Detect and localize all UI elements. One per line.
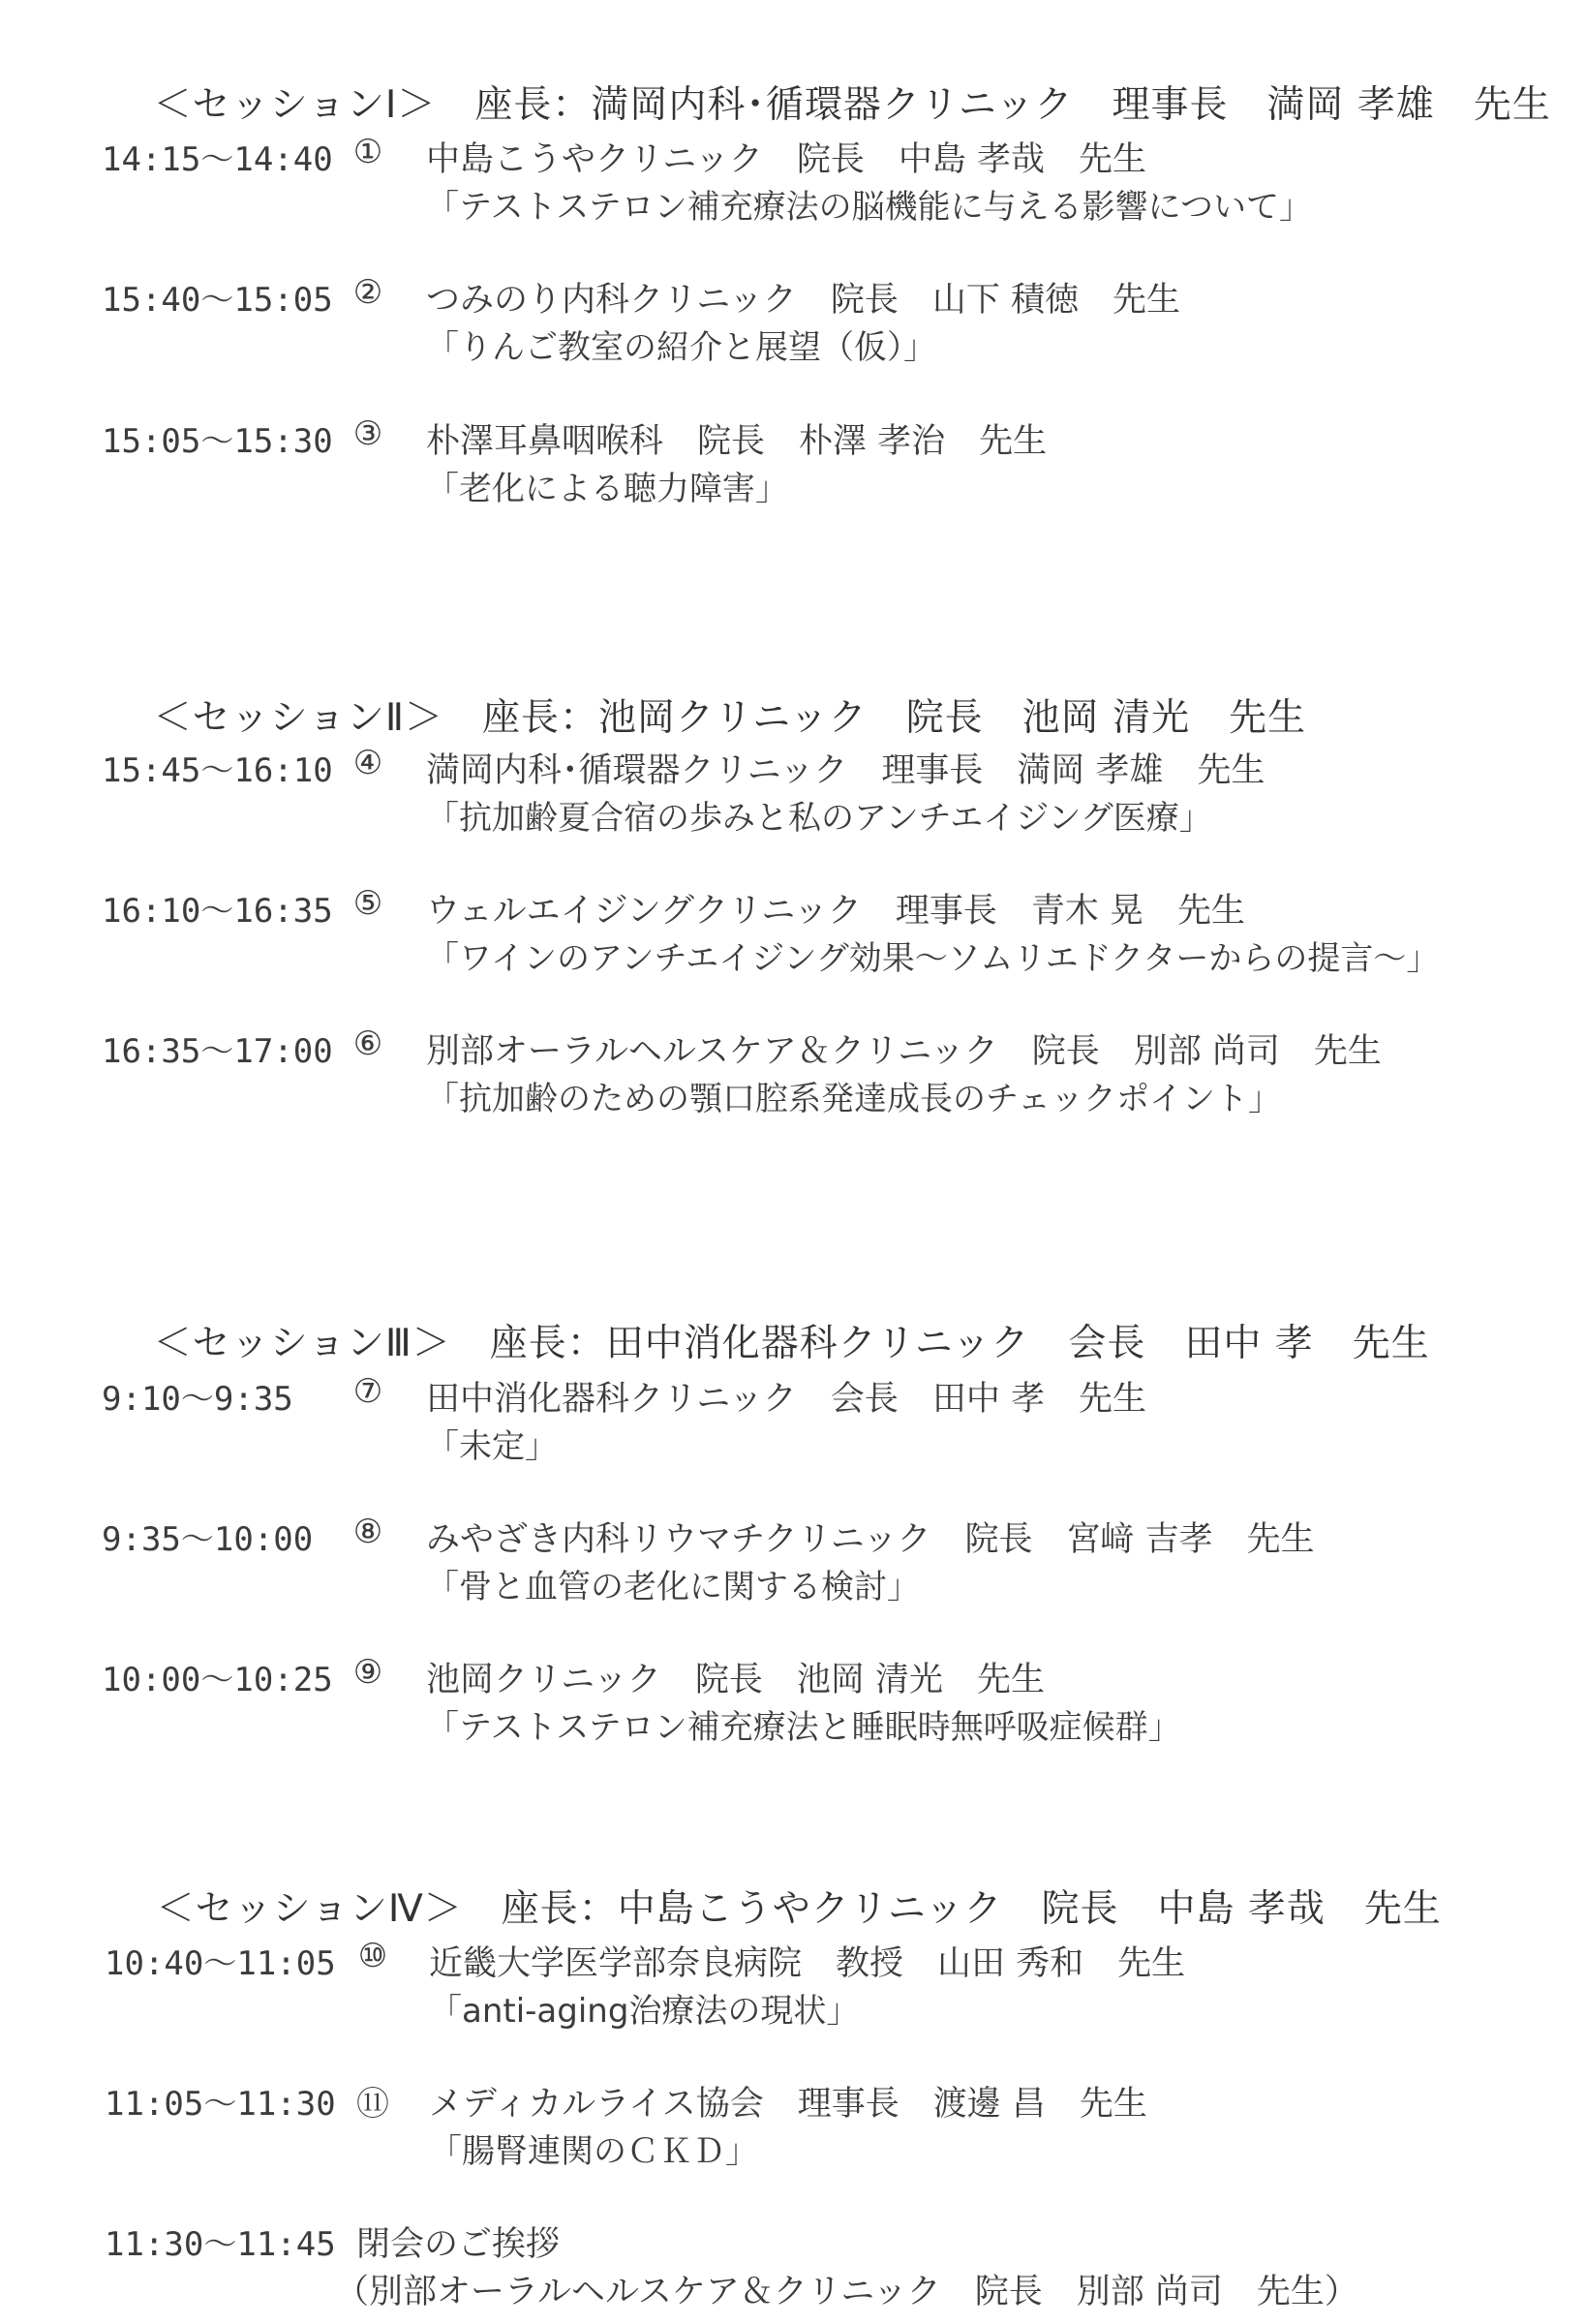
talk-topic: 「抗加齢夏合宿の歩みと私のアンチエイジング医療」 — [426, 799, 1212, 838]
talk-number: ⑧ — [352, 1513, 383, 1551]
talk-speaker: みやざき内科リウマチクリニック 院長 宮﨑 吉孝 先生 — [426, 1520, 1315, 1559]
talk-topic: 「骨と血管の老化に関する検討」 — [426, 1568, 920, 1606]
talk-number: ⑪ — [356, 2085, 389, 2124]
talk-5 — [0, 884, 1585, 991]
talk-speaker: 満岡内科･循環器クリニック 理事長 満岡 孝雄 先生 — [426, 751, 1265, 790]
talk-4 — [0, 744, 1585, 850]
talk-number: ⑥ — [352, 1024, 383, 1063]
closing-remarks — [0, 2217, 1585, 2324]
talk-number: ② — [352, 273, 383, 312]
talk-topic: 「ワインのアンチエイジング効果～ソムリエドクターからの提言～」 — [426, 939, 1440, 978]
talk-time: 9:35～10:00 — [102, 1520, 314, 1559]
closing-detail: （別部オーラルヘルスケア＆クリニック 院長 別部 尚司 先生） — [335, 2273, 1358, 2311]
talk-speaker: 田中消化器科クリニック 会長 田中 孝 先生 — [426, 1380, 1147, 1419]
talk-speaker: ウェルエイジングクリニック 理事長 青木 晃 先生 — [426, 892, 1246, 931]
talk-time: 15:05～15:30 — [102, 422, 333, 461]
talk-topic: 「老化による聴力障害」 — [426, 470, 788, 508]
talk-number: ④ — [352, 744, 383, 782]
talk-time: 14:15～14:40 — [102, 140, 333, 179]
talk-topic: 「未定」 — [426, 1427, 558, 1466]
talk-number: ⑦ — [352, 1372, 383, 1411]
talk-8 — [0, 1513, 1585, 1619]
talk-number: ⑨ — [352, 1653, 383, 1692]
talk-time: 10:40～11:05 — [105, 1944, 336, 1983]
talk-10 — [0, 1937, 1585, 2043]
session-header-text: ＜セッションⅡ＞ 座長：池岡クリニック 院長 池岡 清光 先生 — [153, 696, 1307, 740]
talk-number: ⑤ — [352, 884, 383, 923]
talk-topic: 「テストステロン補充療法の脳機能に与える影響について」 — [426, 188, 1312, 227]
closing-title: 閉会のご挨拶 — [356, 2225, 561, 2264]
talk-speaker: 池岡クリニック 院長 池岡 清光 先生 — [426, 1661, 1046, 1699]
talk-number: ③ — [352, 414, 383, 453]
talk-time: 11:05～11:30 — [105, 2085, 336, 2124]
talk-7 — [0, 1372, 1585, 1479]
talk-2 — [0, 273, 1585, 380]
talk-topic: 「抗加齢のための顎口腔系発達成長のチェックポイント」 — [426, 1080, 1281, 1118]
talk-time: 16:35～17:00 — [102, 1032, 333, 1071]
talk-time: 16:10～16:35 — [102, 892, 333, 931]
talk-speaker: 別部オーラルヘルスケア＆クリニック 院長 別部 尚司 先生 — [426, 1032, 1382, 1071]
talk-time: 10:00～10:25 — [102, 1661, 333, 1699]
talk-9 — [0, 1653, 1585, 1759]
closing-time: 11:30～11:45 — [105, 2225, 336, 2264]
talk-time: 15:45～16:10 — [102, 751, 333, 790]
talk-6 — [0, 1024, 1585, 1131]
talk-topic: 「テストステロン補充療法と睡眠時無呼吸症候群」 — [426, 1708, 1181, 1747]
talk-3 — [0, 414, 1585, 521]
talk-speaker: つみのり内科クリニック 院長 山下 積徳 先生 — [426, 281, 1181, 320]
session-header-text: ＜セッションⅣ＞ 座長：中島こうやクリニック 院長 中島 孝哉 先生 — [156, 1887, 1442, 1931]
talk-topic: 「anti-aging治療法の現状」 — [429, 1992, 860, 2031]
talk-number: ① — [352, 133, 383, 171]
talk-speaker: 朴澤耳鼻咽喉科 院長 朴澤 孝治 先生 — [426, 422, 1048, 461]
talk-time: 15:40～15:05 — [102, 281, 333, 320]
talk-time: 9:10～9:35 — [102, 1380, 293, 1419]
talk-1 — [0, 133, 1585, 239]
talk-speaker: 中島こうやクリニック 院長 中島 孝哉 先生 — [426, 140, 1147, 179]
talk-11 — [0, 2077, 1585, 2184]
talk-topic: 「りんご教室の紹介と展望（仮）」 — [426, 328, 936, 367]
session-header-text: ＜セッションⅠ＞ 座長：満岡内科･循環器クリニック 理事長 満岡 孝雄 先生 — [153, 83, 1551, 127]
talk-number: ⑩ — [357, 1937, 388, 1975]
talk-topic: 「腸腎連関のＣＫＤ」 — [429, 2132, 758, 2171]
talk-speaker: メディカルライス協会 理事長 渡邊 昌 先生 — [429, 2085, 1147, 2124]
talk-speaker: 近畿大学医学部奈良病院 教授 山田 秀和 先生 — [429, 1944, 1186, 1983]
session-header-text: ＜セッションⅢ＞ 座長：田中消化器科クリニック 会長 田中 孝 先生 — [153, 1322, 1430, 1365]
